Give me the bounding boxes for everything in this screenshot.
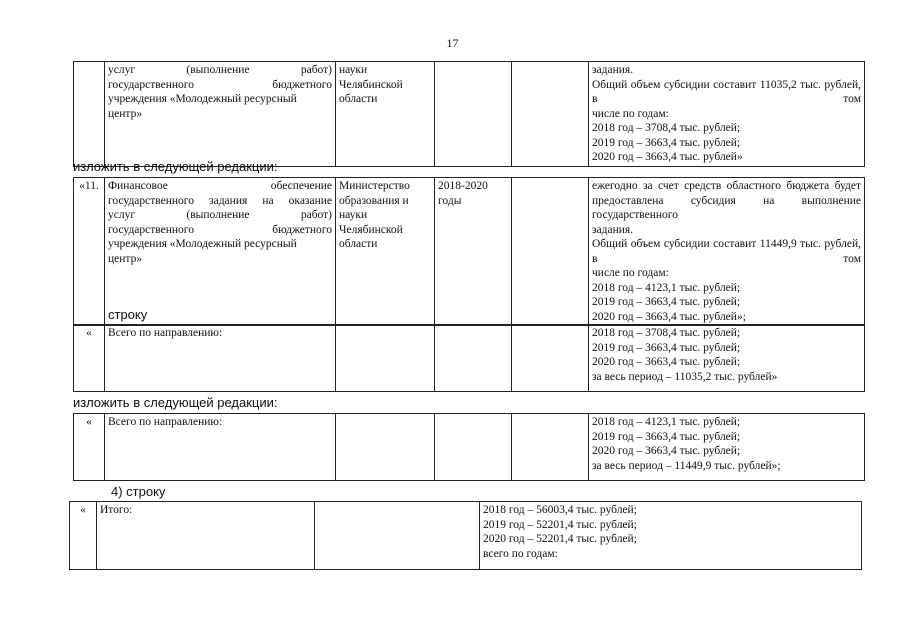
agency-line: образования и [339, 194, 409, 207]
description-line: Общий объем субсидии составит 11449,9 тыс. рублей, в том [592, 238, 861, 265]
agency-line: Челябинской [339, 78, 403, 91]
agency-line: Министерство [339, 180, 410, 192]
empty-cell [512, 62, 589, 167]
service-name-line: государственного бюджетного [108, 223, 332, 236]
itogo-label-cell: Итого: [97, 502, 315, 570]
empty-cell [512, 178, 589, 326]
years-cell [589, 414, 865, 481]
empty-cell [512, 325, 589, 392]
period-cell [435, 178, 512, 326]
year-amount: 2019 год – 3663,4 тыс. рублей; [592, 136, 741, 149]
service-name-line: Финансовое обеспечение [108, 180, 332, 192]
period-total: за весь период – 11449,9 тыс. рублей»; [592, 459, 781, 472]
empty-cell [512, 414, 589, 481]
service-name-cell [105, 62, 336, 167]
table-row-new [73, 177, 865, 326]
agency-line: области [339, 93, 378, 105]
year-amount: 2019 год – 3663,4 тыс. рублей; [592, 430, 741, 443]
service-name-line: государственного задания на оказание [108, 194, 332, 207]
row-number-cell: « [74, 325, 105, 392]
year-amount: 2020 год – 3663,4 тыс. рублей» [592, 151, 743, 163]
table-itogo [69, 501, 862, 570]
year-amount: 2019 год – 52201,4 тыс. рублей; [483, 518, 637, 531]
description-cell [589, 62, 865, 167]
service-name-line: учреждения «Молодежный ресурсный [108, 238, 297, 250]
period-cell [435, 62, 512, 167]
period-line: 2018-2020 [438, 180, 488, 192]
row-number-cell [74, 62, 105, 167]
service-name-line: центр» [108, 107, 143, 120]
empty-cell [315, 502, 480, 570]
description-line: числе по годам: [592, 107, 669, 120]
description-line: числе по годам: [592, 267, 669, 279]
empty-cell [336, 414, 435, 481]
service-name-line: услуг (выполнение работ) [108, 64, 332, 76]
row-number-cell: «11. [74, 178, 105, 326]
agency-line: науки [339, 64, 368, 76]
year-amount: 2018 год – 4123,1 тыс. рублей; [592, 281, 741, 294]
heading-new-edition: изложить в следующей редакции: [73, 395, 278, 410]
year-amount: 2020 год – 3663,4 тыс. рублей; [592, 445, 741, 457]
heading-item-4: 4) строку [111, 484, 166, 499]
service-name-line: центр» [108, 252, 143, 265]
empty-cell [336, 325, 435, 392]
period-total: за весь период – 11035,2 тыс. рублей» [592, 370, 778, 383]
period-line: годы [438, 194, 462, 207]
row-number-cell: « [74, 414, 105, 481]
table-row-prev [73, 61, 865, 167]
year-amount: 2020 год – 3663,4 тыс. рублей»; [592, 310, 746, 323]
row-number-cell: « [70, 502, 97, 570]
year-amount: 2019 год – 3663,4 тыс. рублей; [592, 341, 741, 354]
description-line: задания. [592, 64, 634, 76]
year-amount: 2020 год – 3663,4 тыс. рублей; [592, 356, 741, 368]
years-cell [480, 502, 862, 570]
agency-cell [336, 62, 435, 167]
heading-row: строку [108, 307, 148, 322]
empty-cell [435, 325, 512, 392]
year-amount: 2020 год – 52201,4 тыс. рублей; [483, 533, 637, 545]
service-name-line: учреждения «Молодежный ресурсный [108, 93, 297, 105]
description-line: ежегодно за счет средств областного бюджета будет [592, 180, 861, 192]
service-name-line: услуг (выполнение работ) [108, 209, 332, 221]
year-amount: 2018 год – 56003,4 тыс. рублей; [483, 504, 637, 516]
agency-line: науки [339, 209, 368, 221]
all-years-label: всего по годам: [483, 547, 558, 560]
year-amount: 2018 год – 3708,4 тыс. рублей; [592, 327, 741, 339]
heading-new-edition: изложить в следующей редакции: [73, 159, 278, 174]
total-label-cell: Всего по направлению: [105, 325, 336, 392]
years-cell [589, 325, 865, 392]
description-line: задания. [592, 223, 634, 236]
page-number: 17 [446, 36, 459, 50]
description-line: предоставлена субсидия на выполнение государственного [592, 194, 861, 221]
year-amount: 2018 год – 3708,4 тыс. рублей; [592, 122, 741, 134]
description-cell [589, 178, 865, 326]
table-total-new [73, 413, 865, 481]
description-line: Общий объем субсидии составит 11035,2 тыс. рублей, в том [592, 78, 861, 105]
empty-cell [435, 414, 512, 481]
agency-line: Челябинской [339, 223, 403, 236]
table-total-old [73, 324, 865, 392]
year-amount: 2019 год – 3663,4 тыс. рублей; [592, 296, 741, 308]
year-amount: 2018 год – 4123,1 тыс. рублей; [592, 416, 741, 428]
total-label-cell: Всего по направлению: [105, 414, 336, 481]
agency-cell [336, 178, 435, 326]
agency-line: области [339, 238, 378, 250]
service-name-cell [105, 178, 336, 326]
service-name-line: государственного бюджетного [108, 78, 332, 91]
